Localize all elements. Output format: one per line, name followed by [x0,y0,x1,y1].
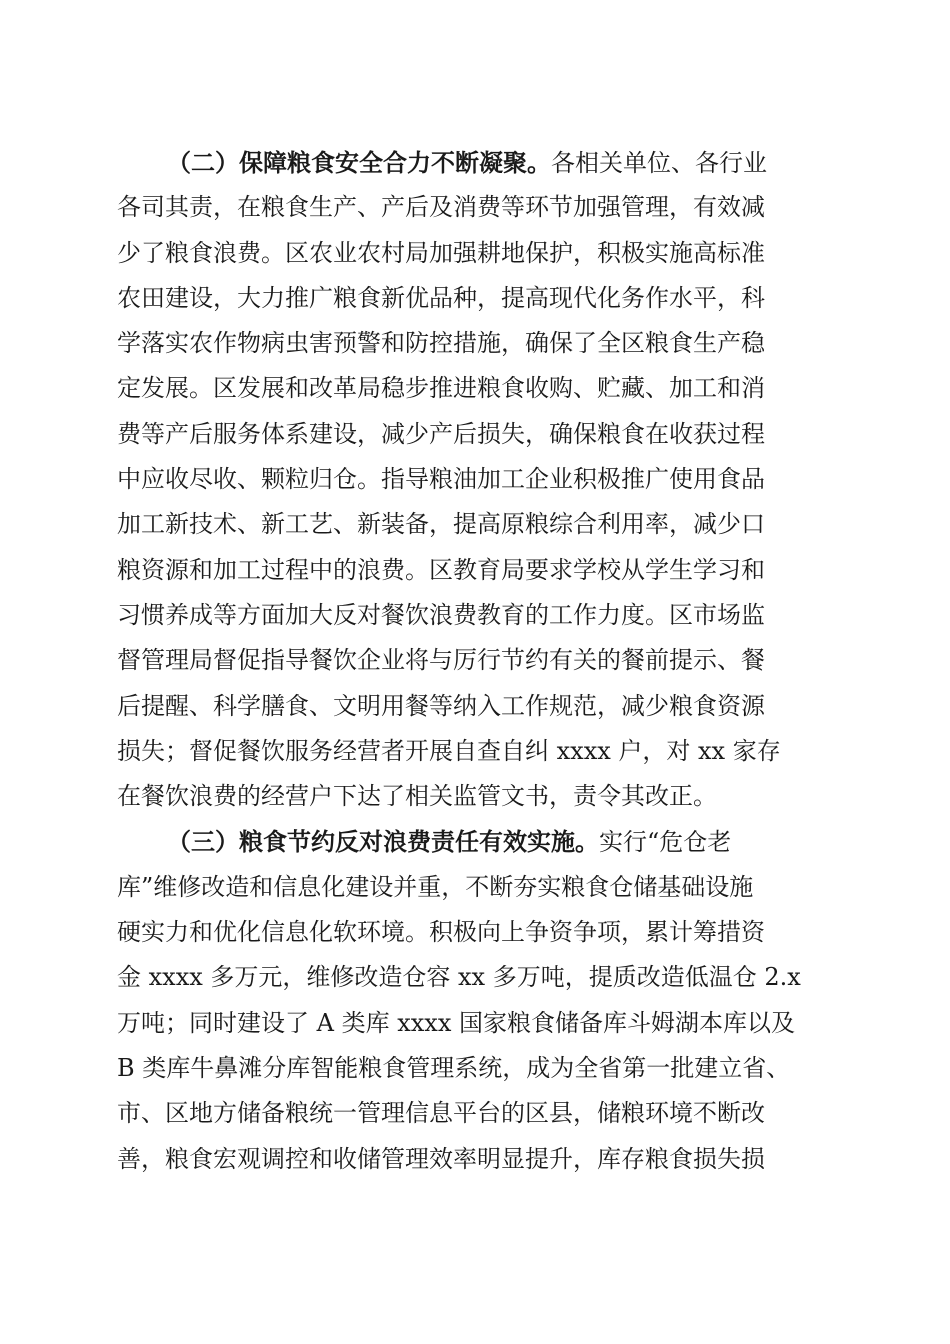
section-heading: （二）保障粮食安全合力不断凝聚。 [167,148,551,177]
paragraph-line: 少了粮食浪费。区农业农村局加强耕地保护，积极实施高标准 [117,238,765,267]
body-text [117,140,837,1182]
paragraph-line: 习惯养成等方面加大反对餐饮浪费教育的工作力度。区市场监 [117,600,765,629]
paragraph-line: B 类库牛鼻滩分库智能粮食管理系统，成为全省第一批建立省、 [117,1053,791,1082]
paragraph-line: 金 xxxx 多万元，维修改造仓容 xx 多万吨，提质改造低温仓 2.x [117,963,801,992]
line-text: 实行“危仓老 [599,828,732,857]
paragraph-line: 损失；督促餐饮服务经营者开展自查自纠 xxxx 户，对 xx 家存 [117,736,781,765]
paragraph-line: 粮资源和加工过程中的浪费。区教育局要求学校从学生学习和 [117,555,765,584]
section-heading: （三）粮食节约反对浪费责任有效实施。 [167,827,599,857]
paragraph-line: 后提醒、科学膳食、文明用餐等纳入工作规范，减少粮食资源 [117,691,765,720]
paragraph-line: 农田建设，大力推广粮食新优品种，提高现代化务作水平，科 [117,283,765,312]
paragraph-line: 各司其责，在粮食生产、产后及消费等环节加强管理，有效减 [117,193,765,222]
paragraph-line: 加工新技术、新工艺、新装备，提高原粮综合利用率，减少口 [117,510,765,539]
paragraph-line: 费等产后服务体系建设，减少产后损失，确保粮食在收获过程 [117,419,765,448]
paragraph-line [117,819,837,864]
paragraph-line: 定发展。区发展和改革局稳步推进粮食收购、贮藏、加工和消 [117,374,765,403]
paragraph-line: 库”维修改造和信息化建设并重，不断夯实粮食仓储基础设施 [117,872,754,901]
paragraph-line [117,140,837,185]
paragraph-line: 中应收尽收、颗粒归仓。指导粮油加工企业积极推广使用食品 [117,465,765,494]
paragraph-line: 硬实力和优化信息化软环境。积极向上争资争项，累计筹措资 [117,918,765,947]
paragraph-line: 在餐饮浪费的经营户下达了相关监管文书，责令其改正。 [117,782,717,811]
paragraph-line: 学落实农作物病虫害预警和防控措施，确保了全区粮食生产稳 [117,329,765,358]
paragraph-line: 善，粮食宏观调控和收储管理效率明显提升，库存粮食损失损 [117,1144,765,1173]
paragraph-line: 市、区地方储备粮统一管理信息平台的区县，储粮环境不断改 [117,1099,765,1128]
line-text: 各相关单位、各行业 [551,149,767,177]
paragraph-line: 督管理局督促指导餐饮企业将与厉行节约有关的餐前提示、餐 [117,646,765,675]
paragraph-line: 万吨；同时建设了 A 类库 xxxx 国家粮食储备库斗姆湖本库以及 [117,1008,795,1037]
